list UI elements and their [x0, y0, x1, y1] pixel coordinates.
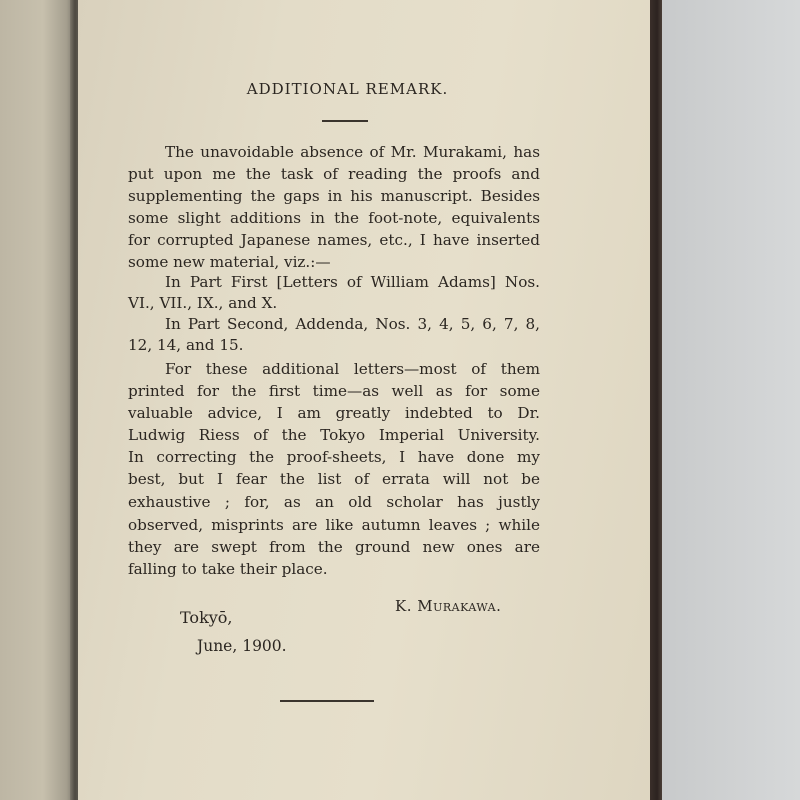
text-line: The unavoidable absence of Mr. Murakami, has	[165, 143, 540, 161]
signature-initial: K.	[395, 597, 412, 615]
signature-surname: Murakawa.	[417, 597, 502, 615]
place-line: Tokyō,	[180, 608, 233, 627]
text-line: some new material, viz.:—	[128, 253, 331, 271]
text-line: exhaustive ; for, as an old scholar has justly	[128, 493, 540, 511]
text-line: VI., VII., IX., and X.	[128, 294, 278, 312]
text-line: 12, 14, and 15.	[128, 336, 244, 354]
text-line: best, but I fear the list of errata will not be	[128, 470, 540, 488]
text-line: some slight additions in the foot-note, equivalents	[128, 209, 540, 227]
text-line: For these additional letters—most of them	[165, 360, 540, 378]
signature	[395, 597, 501, 615]
text-line: In correcting the proof-sheets, I have done my	[128, 448, 540, 466]
text-line: In Part Second, Addenda, Nos. 3, 4, 5, 6, 7, 8,	[165, 315, 540, 333]
closing-rule	[280, 700, 374, 702]
text-line: Ludwig Riess of the Tokyo Imperial University.	[128, 426, 540, 444]
text-line: they are swept from the ground new ones are	[128, 538, 540, 556]
text-line: put upon me the task of reading the proofs and	[128, 165, 540, 183]
page-heading: ADDITIONAL REMARK.	[246, 80, 449, 98]
text-line: printed for the first time—as well as for some	[128, 382, 540, 400]
text-line: falling to take their place.	[128, 560, 328, 578]
text-line: observed, misprints are like autumn leaves ; while	[128, 516, 540, 534]
heading-rule	[322, 120, 368, 122]
text-line: valuable advice, I am greatly indebted to Dr.	[128, 404, 540, 422]
text-line: supplementing the gaps in his manuscript. Besides	[128, 187, 540, 205]
date-line: June, 1900.	[197, 637, 287, 655]
text-line: In Part First [Letters of William Adams] Nos.	[165, 273, 540, 291]
text-line: for corrupted Japanese names, etc., I have inserted	[128, 231, 540, 249]
